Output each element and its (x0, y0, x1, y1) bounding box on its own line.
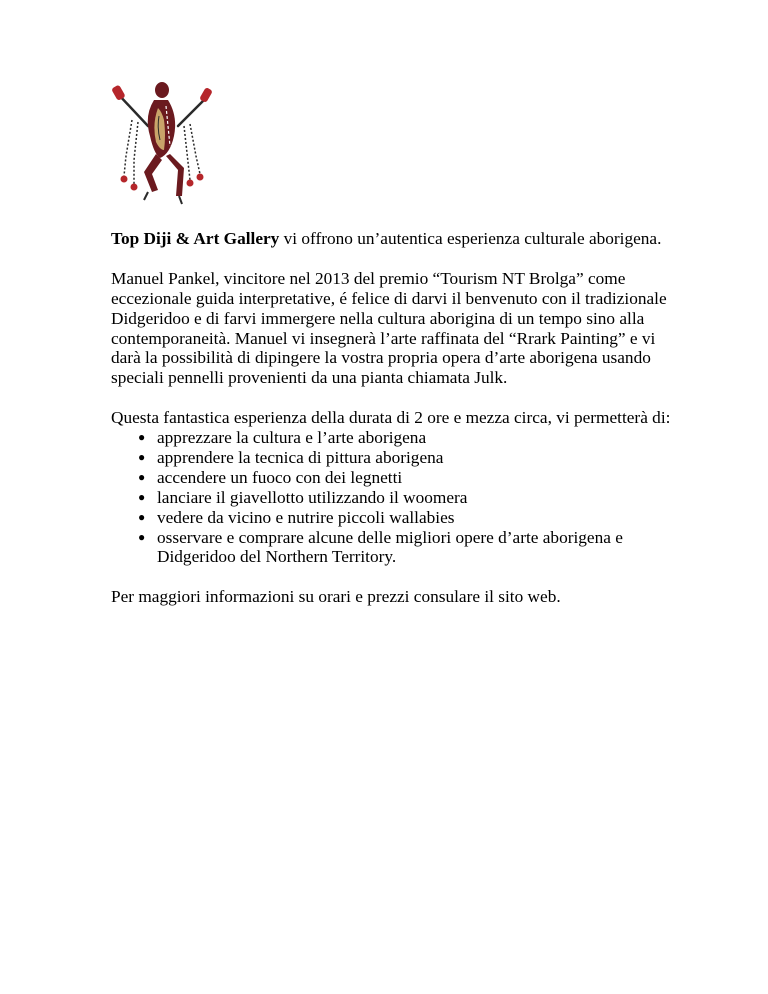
list-item: ● lanciare il giavellotto utilizzando il woomera (138, 487, 468, 507)
document-body (111, 229, 671, 627)
list-item: ● osservare e comprare alcune delle migliori opere d’arte aborigena e Didgeridoo del Northern Territory. (138, 527, 623, 567)
bullet-icon: ● (138, 449, 146, 464)
list-item: ● apprendere la tecnica di pittura aborigena (138, 447, 444, 467)
list-item: ● apprezzare la cultura e l’arte aborigena (138, 428, 427, 448)
bullet-icon: ● (138, 469, 146, 484)
bullet-icon: ● (138, 529, 146, 544)
intro-paragraph (111, 229, 671, 249)
bullet-icon: ● (138, 489, 146, 504)
aboriginal-dancer-logo-icon (104, 76, 224, 206)
manuel-paragraph: Manuel Pankel, vincitore nel 2013 del premio “Tourism NT Brolga” come eccezionale guida interpretative, é felice di darvi il benvenuto con il tradizionale Didgeridoo e di farvi immergere nella cultura aborigina di un tempo sino alla contemporaneità. Manuel vi insegnerà l’arte raffinata del “Rrark Painting” e vi darà la possibilità di dipingere la vostra propria opera d’arte aborigena usando speciali pennelli provenienti da una pianta chiamata Julk. (111, 268, 667, 388)
experience-lead: Questa fantastica esperienza della durata di 2 ore e mezza circa, vi permetterà di: (111, 408, 671, 428)
gallery-name: Top Diji & Art Gallery (111, 229, 280, 248)
bullet-icon: ● (138, 509, 146, 524)
closing-paragraph: Per maggiori informazioni su orari e prezzi consulare il sito web. (111, 587, 561, 607)
list-item: ● accendere un fuoco con dei legnetti (138, 467, 403, 487)
list-item: ● vedere da vicino e nutrire piccoli wallabies (138, 507, 455, 527)
intro-text: vi offrono un’autentica esperienza culturale aborigena. (279, 229, 662, 248)
activities-list (111, 428, 671, 567)
bullet-icon: ● (138, 430, 146, 445)
